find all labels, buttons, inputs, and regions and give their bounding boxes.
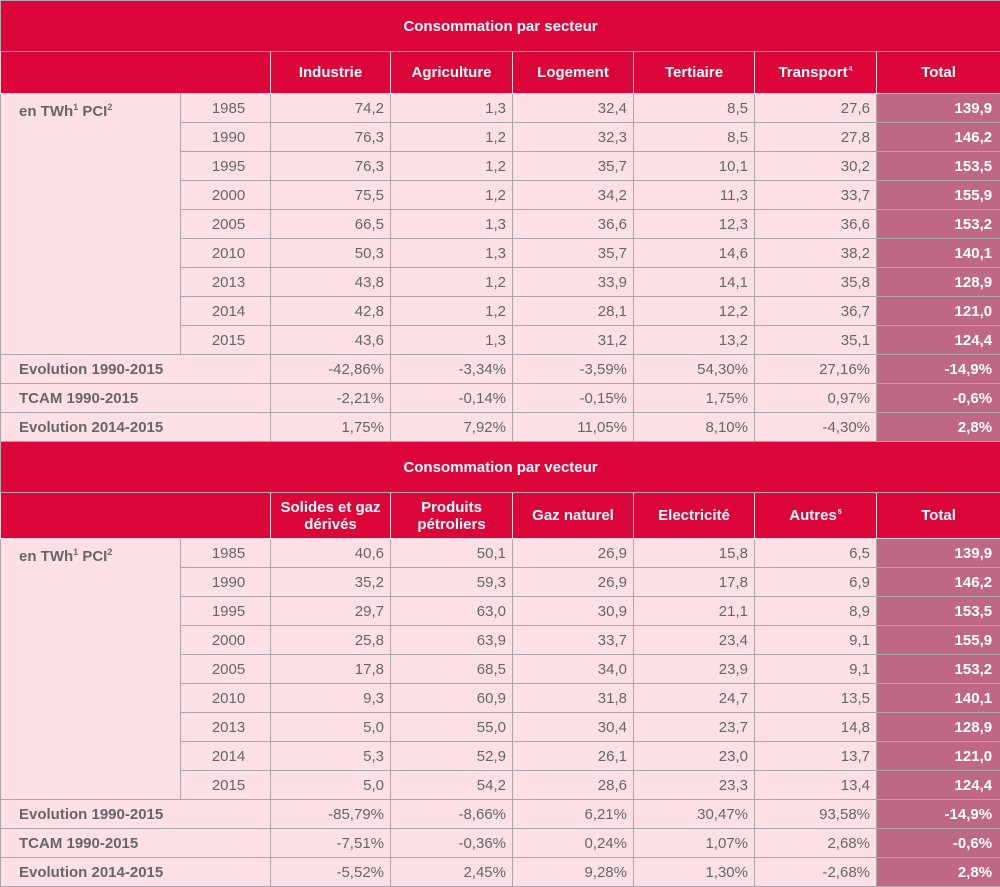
stat-value-cell: 27,16% xyxy=(755,355,877,384)
stat-value-cell: 54,30% xyxy=(634,355,755,384)
value-cell: 12,3 xyxy=(634,210,755,239)
value-cell: 27,8 xyxy=(755,123,877,152)
header-blank xyxy=(1,52,271,94)
year-cell: 2013 xyxy=(181,713,271,742)
value-cell: 30,4 xyxy=(513,713,634,742)
column-header-label: Total xyxy=(921,64,956,81)
value-cell: 55,0 xyxy=(391,713,513,742)
stat-value-cell: 6,21% xyxy=(513,800,634,829)
value-cell: 1,3 xyxy=(391,326,513,355)
stat-row xyxy=(1,355,1000,384)
value-cell: 31,8 xyxy=(513,684,634,713)
total-cell: 128,9 xyxy=(877,268,1000,297)
value-cell: 25,8 xyxy=(271,626,391,655)
value-cell: 32,3 xyxy=(513,123,634,152)
value-cell: 1,2 xyxy=(391,123,513,152)
column-header xyxy=(513,52,634,94)
stat-value-cell: -8,66% xyxy=(391,800,513,829)
value-cell: 43,6 xyxy=(271,326,391,355)
value-cell: 35,7 xyxy=(513,152,634,181)
column-header xyxy=(271,493,391,539)
column-header-label: Transport xyxy=(778,64,847,81)
value-cell: 1,2 xyxy=(391,297,513,326)
table-row xyxy=(1,94,1000,123)
total-cell: 140,1 xyxy=(877,684,1000,713)
stat-value-cell: -4,30% xyxy=(755,413,877,442)
column-header xyxy=(755,493,877,539)
stat-value-cell: 1,75% xyxy=(271,413,391,442)
value-cell: 54,2 xyxy=(391,771,513,800)
stat-value-cell: -7,51% xyxy=(271,829,391,858)
section-title: Consommation par vecteur xyxy=(1,442,1000,493)
stat-value-cell: 8,10% xyxy=(634,413,755,442)
column-header-label: Logement xyxy=(537,64,609,81)
total-cell: 128,9 xyxy=(877,713,1000,742)
year-cell: 2014 xyxy=(181,742,271,771)
year-cell: 1990 xyxy=(181,568,271,597)
stat-value-cell: -0,36% xyxy=(391,829,513,858)
year-cell: 2010 xyxy=(181,239,271,268)
value-cell: 13,5 xyxy=(755,684,877,713)
stat-value-cell: 11,05% xyxy=(513,413,634,442)
value-cell: 6,9 xyxy=(755,568,877,597)
value-cell: 35,2 xyxy=(271,568,391,597)
stat-total-cell: -14,9% xyxy=(877,800,1000,829)
total-cell: 121,0 xyxy=(877,742,1000,771)
column-header-label: Solides et gaz dérivés xyxy=(280,499,380,533)
total-cell: 146,2 xyxy=(877,123,1000,152)
value-cell: 9,1 xyxy=(755,626,877,655)
stat-value-cell: -3,59% xyxy=(513,355,634,384)
value-cell: 23,0 xyxy=(634,742,755,771)
stat-value-cell: 7,92% xyxy=(391,413,513,442)
total-cell: 153,5 xyxy=(877,152,1000,181)
value-cell: 21,1 xyxy=(634,597,755,626)
stat-total-cell: 2,8% xyxy=(877,858,1000,887)
year-cell: 2000 xyxy=(181,181,271,210)
value-cell: 76,3 xyxy=(271,123,391,152)
column-header xyxy=(271,52,391,94)
column-header-label: Autres xyxy=(789,507,837,524)
column-header xyxy=(877,493,1000,539)
value-cell: 66,5 xyxy=(271,210,391,239)
value-cell: 26,1 xyxy=(513,742,634,771)
column-header-label: Total xyxy=(921,507,956,524)
value-cell: 35,7 xyxy=(513,239,634,268)
year-cell: 1985 xyxy=(181,94,271,123)
value-cell: 31,2 xyxy=(513,326,634,355)
value-cell: 28,1 xyxy=(513,297,634,326)
stat-value-cell: 2,45% xyxy=(391,858,513,887)
total-cell: 153,5 xyxy=(877,597,1000,626)
column-header xyxy=(755,52,877,94)
stat-row xyxy=(1,800,1000,829)
year-cell: 2010 xyxy=(181,684,271,713)
stat-total-cell: -0,6% xyxy=(877,384,1000,413)
total-cell: 124,4 xyxy=(877,771,1000,800)
total-cell: 140,1 xyxy=(877,239,1000,268)
year-cell: 1990 xyxy=(181,123,271,152)
total-cell: 139,9 xyxy=(877,94,1000,123)
stat-value-cell: 0,97% xyxy=(755,384,877,413)
stat-value-cell: -3,34% xyxy=(391,355,513,384)
value-cell: 10,1 xyxy=(634,152,755,181)
value-cell: 9,3 xyxy=(271,684,391,713)
value-cell: 1,3 xyxy=(391,239,513,268)
total-cell: 146,2 xyxy=(877,568,1000,597)
total-cell: 139,9 xyxy=(877,539,1000,568)
value-cell: 8,5 xyxy=(634,123,755,152)
stat-value-cell: 1,75% xyxy=(634,384,755,413)
value-cell: 35,1 xyxy=(755,326,877,355)
value-cell: 34,2 xyxy=(513,181,634,210)
stat-label: TCAM 1990-2015 xyxy=(1,384,271,413)
unit-label: en TWh$^1$ PCI$^2$ xyxy=(1,539,181,800)
value-cell: 13,2 xyxy=(634,326,755,355)
stat-value-cell: -2,68% xyxy=(755,858,877,887)
header-blank xyxy=(1,493,271,539)
value-cell: 27,6 xyxy=(755,94,877,123)
value-cell: 1,2 xyxy=(391,181,513,210)
value-cell: 23,3 xyxy=(634,771,755,800)
value-cell: 13,7 xyxy=(755,742,877,771)
value-cell: 14,8 xyxy=(755,713,877,742)
value-cell: 60,9 xyxy=(391,684,513,713)
stat-value-cell: 1,30% xyxy=(634,858,755,887)
stat-total-cell: 2,8% xyxy=(877,413,1000,442)
value-cell: 68,5 xyxy=(391,655,513,684)
year-cell: 2015 xyxy=(181,771,271,800)
column-header xyxy=(513,493,634,539)
total-cell: 124,4 xyxy=(877,326,1000,355)
value-cell: 36,6 xyxy=(755,210,877,239)
column-header-label: Gaz naturel xyxy=(532,507,614,524)
value-cell: 26,9 xyxy=(513,539,634,568)
value-cell: 1,2 xyxy=(391,268,513,297)
column-header-label: Electricité xyxy=(658,507,730,524)
value-cell: 5,0 xyxy=(271,771,391,800)
column-header-label: Agriculture xyxy=(411,64,491,81)
value-cell: 1,2 xyxy=(391,152,513,181)
stat-value-cell: 0,24% xyxy=(513,829,634,858)
value-cell: 76,3 xyxy=(271,152,391,181)
year-cell: 1995 xyxy=(181,152,271,181)
stat-value-cell: -0,14% xyxy=(391,384,513,413)
year-cell: 1985 xyxy=(181,539,271,568)
column-header-label: Produits pétroliers xyxy=(417,499,485,533)
column-header xyxy=(877,52,1000,94)
year-cell: 2005 xyxy=(181,655,271,684)
stat-label: Evolution 1990-2015 xyxy=(1,800,271,829)
value-cell: 33,9 xyxy=(513,268,634,297)
footnote-marker: 5 xyxy=(838,509,842,516)
column-header-label: Industrie xyxy=(299,64,362,81)
value-cell: 17,8 xyxy=(271,655,391,684)
value-cell: 52,9 xyxy=(391,742,513,771)
stat-label: Evolution 2014-2015 xyxy=(1,858,271,887)
stat-value-cell: 30,47% xyxy=(634,800,755,829)
value-cell: 23,9 xyxy=(634,655,755,684)
value-cell: 75,5 xyxy=(271,181,391,210)
stat-value-cell: 2,68% xyxy=(755,829,877,858)
section-title: Consommation par secteur xyxy=(1,1,1000,52)
stat-total-cell: -14,9% xyxy=(877,355,1000,384)
stat-row xyxy=(1,858,1000,887)
stat-value-cell: -42,86% xyxy=(271,355,391,384)
stat-value-cell: -0,15% xyxy=(513,384,634,413)
value-cell: 43,8 xyxy=(271,268,391,297)
year-cell: 1995 xyxy=(181,597,271,626)
value-cell: 17,8 xyxy=(634,568,755,597)
stat-value-cell: -5,52% xyxy=(271,858,391,887)
value-cell: 14,6 xyxy=(634,239,755,268)
value-cell: 50,1 xyxy=(391,539,513,568)
value-cell: 13,4 xyxy=(755,771,877,800)
value-cell: 33,7 xyxy=(755,181,877,210)
total-cell: 155,9 xyxy=(877,626,1000,655)
stat-total-cell: -0,6% xyxy=(877,829,1000,858)
stat-value-cell: 93,58% xyxy=(755,800,877,829)
value-cell: 42,8 xyxy=(271,297,391,326)
value-cell: 34,0 xyxy=(513,655,634,684)
column-header xyxy=(634,52,755,94)
value-cell: 1,3 xyxy=(391,94,513,123)
value-cell: 59,3 xyxy=(391,568,513,597)
footnote-marker: 4 xyxy=(849,66,853,73)
stat-label: TCAM 1990-2015 xyxy=(1,829,271,858)
year-cell: 2014 xyxy=(181,297,271,326)
value-cell: 9,1 xyxy=(755,655,877,684)
value-cell: 33,7 xyxy=(513,626,634,655)
value-cell: 63,0 xyxy=(391,597,513,626)
year-cell: 2013 xyxy=(181,268,271,297)
value-cell: 40,6 xyxy=(271,539,391,568)
value-cell: 28,6 xyxy=(513,771,634,800)
value-cell: 24,7 xyxy=(634,684,755,713)
total-cell: 153,2 xyxy=(877,210,1000,239)
stat-label: Evolution 1990-2015 xyxy=(1,355,271,384)
value-cell: 14,1 xyxy=(634,268,755,297)
value-cell: 30,2 xyxy=(755,152,877,181)
stat-value-cell: 1,07% xyxy=(634,829,755,858)
value-cell: 26,9 xyxy=(513,568,634,597)
column-header xyxy=(391,493,513,539)
value-cell: 1,3 xyxy=(391,210,513,239)
value-cell: 11,3 xyxy=(634,181,755,210)
value-cell: 63,9 xyxy=(391,626,513,655)
stat-row xyxy=(1,829,1000,858)
value-cell: 8,5 xyxy=(634,94,755,123)
value-cell: 6,5 xyxy=(755,539,877,568)
value-cell: 36,7 xyxy=(755,297,877,326)
value-cell: 5,3 xyxy=(271,742,391,771)
stat-row xyxy=(1,384,1000,413)
value-cell: 36,6 xyxy=(513,210,634,239)
stat-value-cell: -85,79% xyxy=(271,800,391,829)
total-cell: 153,2 xyxy=(877,655,1000,684)
column-header-label: Tertiaire xyxy=(665,64,723,81)
value-cell: 74,2 xyxy=(271,94,391,123)
table-body xyxy=(1,1,1000,887)
value-cell: 15,8 xyxy=(634,539,755,568)
column-header xyxy=(391,52,513,94)
value-cell: 32,4 xyxy=(513,94,634,123)
year-cell: 2005 xyxy=(181,210,271,239)
stat-value-cell: -2,21% xyxy=(271,384,391,413)
value-cell: 35,8 xyxy=(755,268,877,297)
value-cell: 50,3 xyxy=(271,239,391,268)
stat-row xyxy=(1,413,1000,442)
stat-label: Evolution 2014-2015 xyxy=(1,413,271,442)
column-header xyxy=(634,493,755,539)
value-cell: 12,2 xyxy=(634,297,755,326)
unit-label: en TWh$^1$ PCI$^2$ xyxy=(1,94,181,355)
value-cell: 5,0 xyxy=(271,713,391,742)
year-cell: 2000 xyxy=(181,626,271,655)
value-cell: 23,4 xyxy=(634,626,755,655)
value-cell: 30,9 xyxy=(513,597,634,626)
value-cell: 38,2 xyxy=(755,239,877,268)
value-cell: 8,9 xyxy=(755,597,877,626)
year-cell: 2015 xyxy=(181,326,271,355)
stat-value-cell: 9,28% xyxy=(513,858,634,887)
total-cell: 121,0 xyxy=(877,297,1000,326)
value-cell: 23,7 xyxy=(634,713,755,742)
value-cell: 29,7 xyxy=(271,597,391,626)
table-row xyxy=(1,539,1000,568)
total-cell: 155,9 xyxy=(877,181,1000,210)
